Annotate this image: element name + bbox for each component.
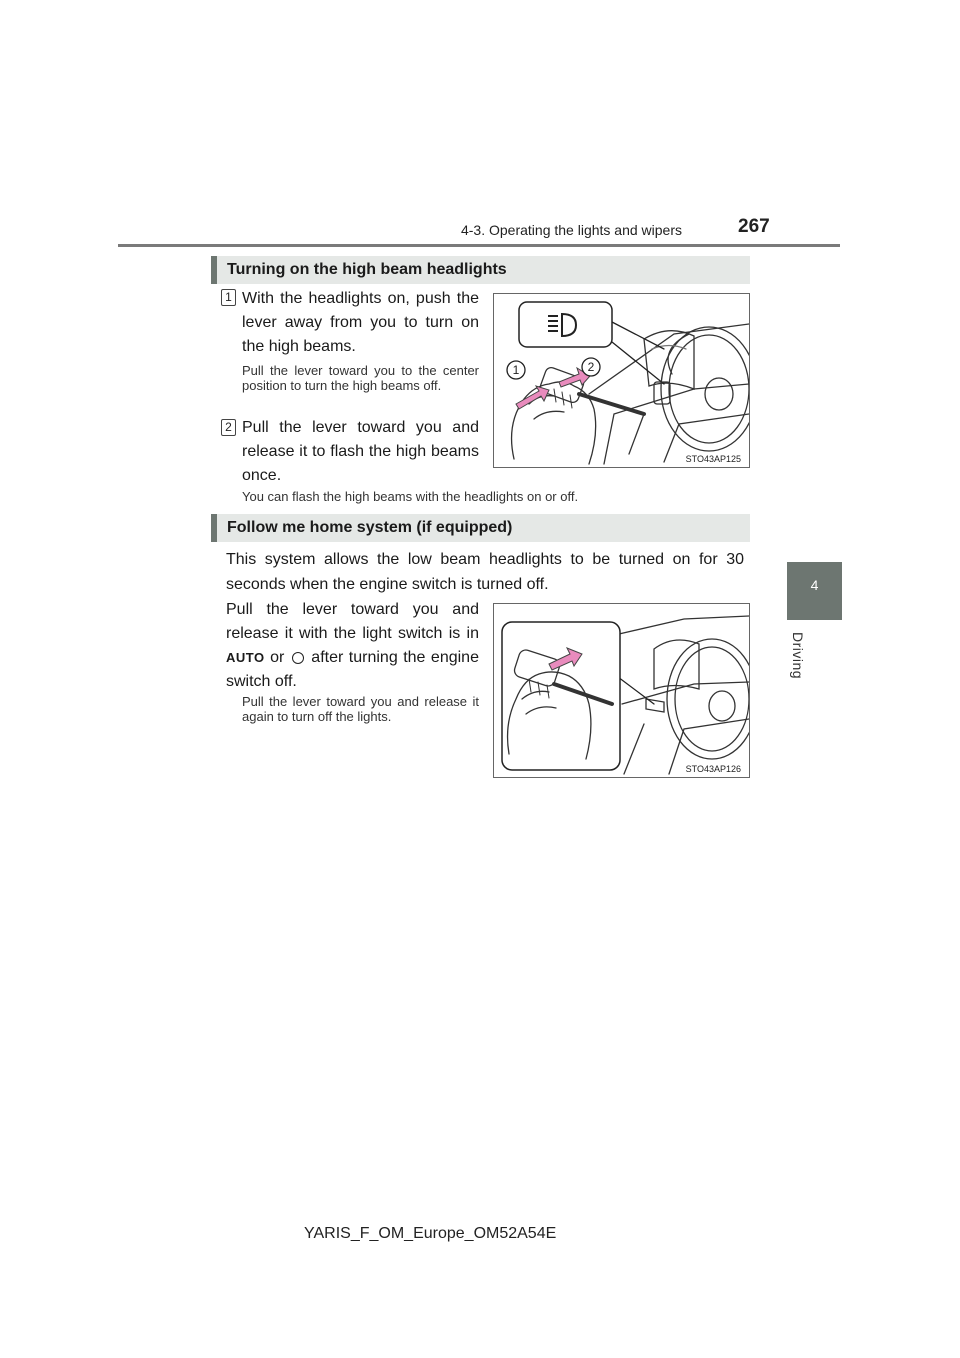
footer-document-code: YARIS_F_OM_Europe_OM52A54E [304,1225,557,1242]
follow-me-home-figure [493,603,750,778]
step-marker-2: 2 [221,419,236,436]
running-header: 4-3. Operating the lights and wipers [460,222,682,238]
auto-light-icon: AUTO [226,650,265,665]
instruction-or: or [270,649,285,666]
chapter-label [786,632,806,692]
figure-code: STO43AP126 [685,764,741,774]
follow-me-home-instruction [226,598,479,694]
step-1-note: Pull the lever toward you to the center position to turn the high beams off. [242,363,479,393]
instruction-part-2: after turning the engine switch off. [226,649,479,690]
figure-code: STO43AP125 [685,454,741,464]
step-marker-1: 1 [221,289,236,306]
callout-2: 2 [587,360,595,374]
section-heading-follow-me-home: Follow me home system (if equipped) [211,514,750,542]
header-rule [118,244,840,247]
step-2-text: Pull the lever toward you and release it to flash the high beams once. [242,419,479,484]
follow-me-home-illustration [494,604,749,777]
instruction-part-1: Pull the lever toward you and release it with the light switch is in [226,601,479,642]
follow-me-home-note: Pull the lever toward you and release it again to turn off the lights. [242,694,479,724]
chapter-tab [787,562,842,620]
step-1-text: With the headlights on, push the lever away from you to turn on the high beams. [242,290,479,355]
high-beam-figure [493,293,750,468]
high-beam-illustration [494,294,749,467]
flash-note: You can flash the high beams with the headlights on or off. [242,489,579,504]
headlight-position-icon [292,652,304,664]
chapter-number: 4 [810,577,819,593]
chapter-label-text: Driving [790,632,806,680]
page-number: 267 [738,216,770,237]
callout-1: 1 [512,363,520,377]
follow-me-home-intro: This system allows the low beam headlights to be turned on for 30 seconds when the engine switch is turned off. [226,551,744,593]
section-heading-high-beam: Turning on the high beam headlights [211,256,750,284]
